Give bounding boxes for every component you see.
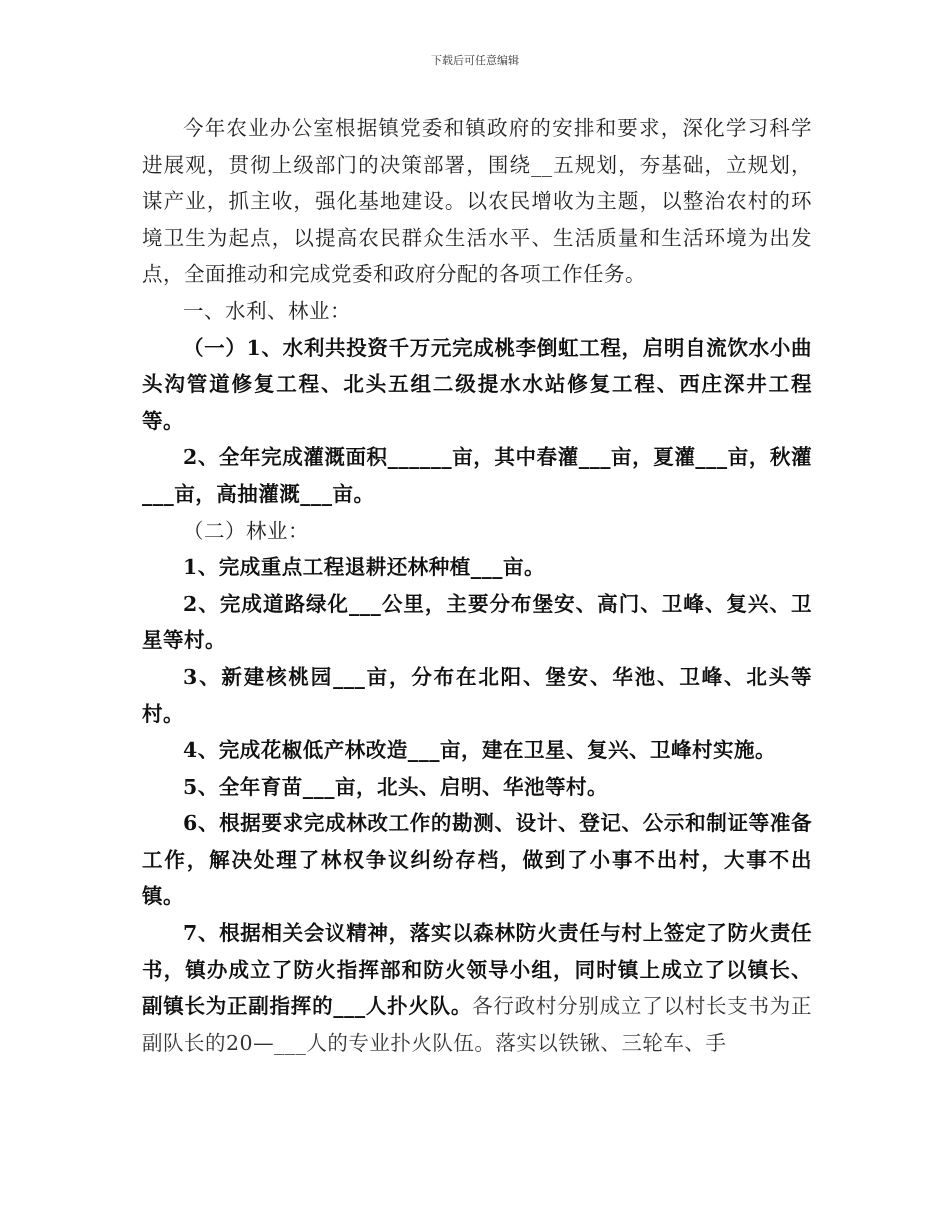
subheading-forestry: （二）林业： xyxy=(183,518,309,543)
paragraph-forestry-3: 3、新建核桃园___亩，分布在北阳、堡安、华池、卫峰、北头等村。 xyxy=(142,664,812,726)
paragraph-forestry-7-bold: 7、根据相关会议精神，落实以森林防火责任与村上签定了防火责任书，镇办成立了防火指挥部和防火领导小组，同时镇上成立了以镇长、副镇长为正副指挥的___人扑火队。 xyxy=(142,921,812,1019)
paragraph-forestry-4: 4、完成花椒低产林改造___亩，建在卫星、复兴、卫峰村实施。 xyxy=(183,738,777,763)
paragraph-intro: 今年农业办公室根据镇党委和镇政府的安排和要求，深化学习科学进展观，贯彻上级部门的决策部署，围绕__五规划，夯基础，立规划，谋产业，抓主收，强化基地建设。以农民增收为主题，以整治农村的环境卫生为起点，以提高农民群众生活水平、生活质量和生活环境为出发点，全面推动和完成党委和政府分配的各项工作任务。 xyxy=(142,116,812,287)
section-heading-water-forestry: 一、水利、林业： xyxy=(183,298,351,323)
paragraph-water-2: 2、全年完成灌溉面积______亩，其中春灌___亩，夏灌___亩，秋灌___亩，高抽灌溉___亩。 xyxy=(142,445,812,506)
document-body xyxy=(142,110,812,1061)
paragraph-forestry-7 xyxy=(142,915,812,1061)
paragraph-water-1: （一）1、水利共投资千万元完成桃李倒虹工程，启明自流饮水小曲头沟管道修复工程、北头五组二级提水水站修复工程、西庄深井工程等。 xyxy=(142,335,812,433)
paragraph-forestry-2: 2、完成道路绿化___公里，主要分布堡安、高门、卫峰、复兴、卫星等村。 xyxy=(142,591,812,653)
page-header: 下载后可任意编辑 xyxy=(431,54,519,67)
paragraph-forestry-5: 5、全年育苗___亩，北头、启明、华池等村。 xyxy=(183,774,609,799)
paragraph-forestry-6: 6、根据要求完成林改工作的勘测、设计、登记、公示和制证等准备工作，解决处理了林权争议纠纷存档，做到了小事不出村，大事不出镇。 xyxy=(142,811,812,909)
paragraph-forestry-7-tail: 各行政村分别成立了以村长支书为正副队长的20—___人的专业扑火队伍。落实以铁锹、三轮车、手 xyxy=(142,994,812,1055)
paragraph-forestry-1: 1、完成重点工程退耕还林种植___亩。 xyxy=(183,555,546,580)
